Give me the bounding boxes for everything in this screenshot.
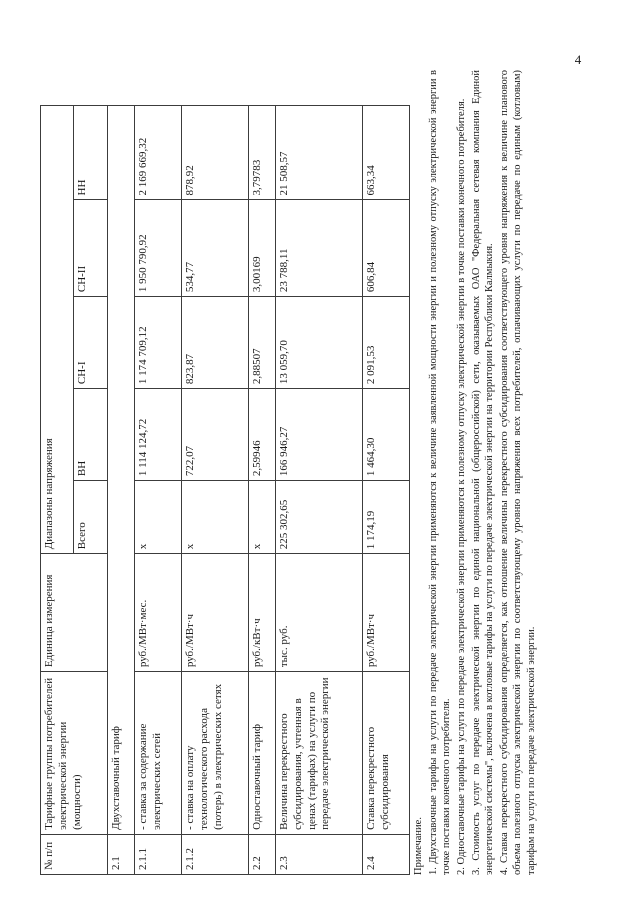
- header-total: Всего: [74, 481, 107, 554]
- cell-sn2: 534,77: [182, 200, 249, 297]
- cell-sn2: 1 950 790,92: [135, 200, 182, 297]
- row-num: 2.1.2: [182, 834, 249, 874]
- cell-nn: 21 508,57: [276, 106, 363, 200]
- cell-sn2: 606,84: [362, 200, 409, 297]
- cell-nn: 3,79783: [248, 106, 275, 200]
- row-name: - ставка за содержание электрических сетей: [135, 672, 182, 835]
- row-name: - ставка на оплату технологического расхода (потерь) в электрических сетях: [182, 672, 249, 835]
- cell-total: х: [135, 481, 182, 554]
- cell-total: х: [182, 481, 249, 554]
- page-number: 4: [574, 51, 582, 67]
- row-unit: руб./МВт·ч: [362, 554, 409, 672]
- note-item: 1. Двухставочные тарифы на услуги по передаче электрической энергии применяются к величине заявленной мощности энергии и полезному отпуску электрической энергии в точке поставки конечного потребителя.: [427, 70, 453, 875]
- header-row: [41, 106, 74, 875]
- header-sn2: СН-II: [74, 200, 107, 297]
- header-unit: Единица измерения: [41, 554, 108, 672]
- cell-vn: 2,59946: [248, 389, 275, 481]
- header-group: Тарифные группы потребителей электрической энергии (мощности): [41, 672, 108, 835]
- row-name: Ставка перекрестного субсидирования: [362, 672, 409, 835]
- cell-nn: 663,34: [362, 106, 409, 200]
- row-unit: руб./МВт·мес.: [135, 554, 182, 672]
- notes-heading: Примечание.: [413, 817, 424, 875]
- note-item: 3. Стоимость услуг по передаче электрической энергии по единой национальной (общероссийской) сети, оказываемых ОАО "Федеральная сетевая компания Единой энергетической системы", включена в котловые тарифы на услуги по передаче электрической энергии на территории Республики Калмыкия.: [470, 70, 496, 875]
- row-unit: руб./кВт·ч: [248, 554, 275, 672]
- cell-sn1: 2,88507: [248, 297, 275, 389]
- cell-vn: 1 114 124,72: [135, 389, 182, 481]
- cell-total: 225 302,65: [276, 481, 363, 554]
- table-row: [362, 106, 409, 875]
- header-nn: НН: [74, 106, 107, 200]
- row-num: 2.2: [248, 834, 275, 874]
- cell-sn1: 1 174 709,12: [135, 297, 182, 389]
- cell-sn1: 2 091,53: [362, 297, 409, 389]
- cell-vn: 166 946,27: [276, 389, 363, 481]
- row-num: 2.1.1: [135, 834, 182, 874]
- row-name: Величина перекрестного субсидирования, учтенная в ценах (тарифах) на услуги по передаче электрической энергии: [276, 672, 363, 835]
- cell-sn2: 3,00169: [248, 200, 275, 297]
- cell-sn2: 23 788,11: [276, 200, 363, 297]
- note-item: 2. Одноставочные тарифы на услуги по передаче электрической энергии применяются к полезному отпуску электрической энергии в точке поставки конечного потребителя.: [455, 98, 467, 875]
- row-name: Двухставочный тариф: [107, 106, 134, 835]
- header-voltage-ranges: Диапазоны напряжения: [41, 106, 74, 554]
- header-sn1: СН-I: [74, 297, 107, 389]
- header-num: № п/п: [41, 834, 108, 874]
- row-num: 2.4: [362, 834, 409, 874]
- row-unit: руб./МВт·ч: [182, 554, 249, 672]
- table-row: [276, 106, 363, 875]
- row-num: 2.1: [107, 834, 134, 874]
- cell-nn: 878,92: [182, 106, 249, 200]
- table-row: [248, 106, 275, 875]
- cell-total: 1 174,19: [362, 481, 409, 554]
- cell-vn: 1 464,30: [362, 389, 409, 481]
- notes-section: [412, 70, 540, 875]
- header-vn: ВН: [74, 389, 107, 481]
- table-row: [182, 106, 249, 875]
- cell-sn1: 823,87: [182, 297, 249, 389]
- row-unit: тыс. руб.: [276, 554, 363, 672]
- cell-nn: 2 169 669,32: [135, 106, 182, 200]
- cell-sn1: 13 059,70: [276, 297, 363, 389]
- note-item: 4. Ставка перекрестного субсидирования определяется, как отношение величины перекрестного субсидирования соответствующего уровня напряжения к величине планового объема полезного отпуска электрической энергии по соответствующему уровню напряжения всех потребителей, оплачивающих услуги по передаче по единым (котловым) тарифам на услуги по передаче электрической энергии.: [498, 70, 538, 875]
- row-num: 2.3: [276, 834, 363, 874]
- table-row: [135, 106, 182, 875]
- cell-total: х: [248, 481, 275, 554]
- rotated-page: [40, 51, 610, 875]
- table-row: [107, 106, 134, 875]
- row-name: Одноставочный тариф: [248, 672, 275, 835]
- cell-vn: 722,07: [182, 389, 249, 481]
- tariff-table: [40, 105, 410, 875]
